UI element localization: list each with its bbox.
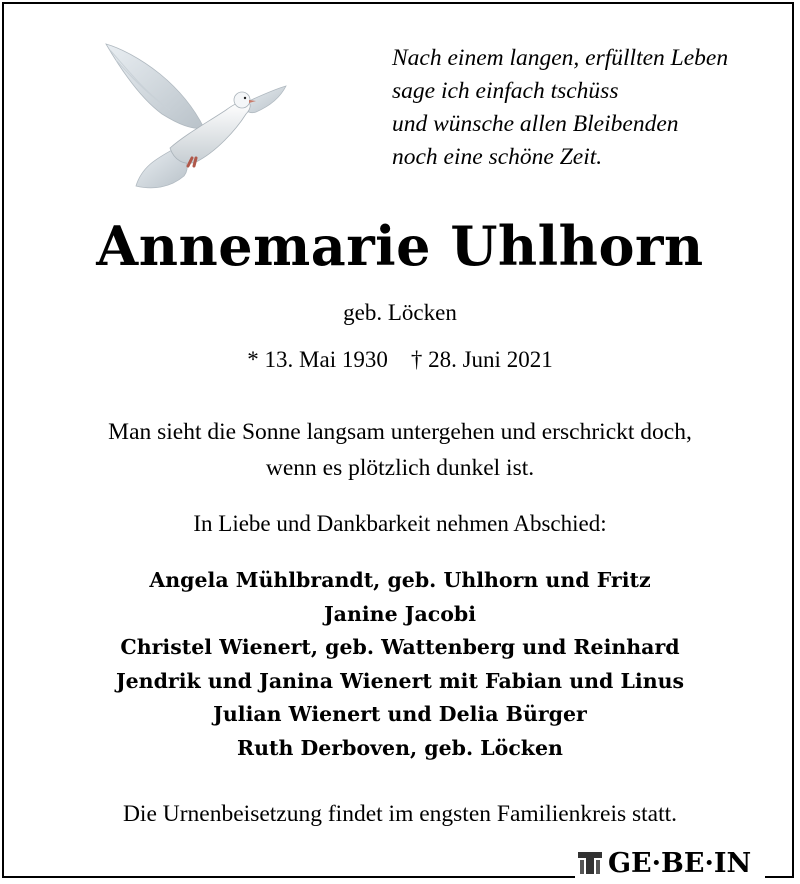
logo-text: GE·BE·IN	[608, 847, 752, 879]
mourner-line: Janine Jacobi	[323, 601, 477, 626]
quote-line: Man sieht die Sonne langsam untergehen und erschrickt doch,	[108, 419, 692, 445]
quote	[4, 414, 796, 486]
mourner-line: Julian Wienert und Delia Bürger	[213, 702, 587, 726]
mourner-line: Ruth Derboven, geb. Löcken	[237, 735, 563, 760]
mourner-line: Christel Wienert, geb. Wattenberg und Reinhard	[120, 635, 680, 659]
obituary-notice	[2, 2, 794, 878]
mourner-line: Jendrik und Janina Wienert mit Fabian und Linus	[115, 668, 685, 693]
farewell-intro: In Liebe und Dankbarkeit nehmen Abschied:	[193, 511, 607, 536]
poem-line: und wünsche allen Bleibenden	[392, 111, 679, 137]
poem-line: Nach einem langen, erfüllten Leben	[392, 45, 729, 71]
birth-date: * 13. Mai 1930	[247, 347, 388, 372]
deceased-name: Annemarie Uhlhorn	[96, 214, 704, 278]
life-dates	[4, 347, 796, 373]
death-date: † 28. Juni 2021	[410, 347, 553, 372]
mourners-list	[4, 564, 796, 765]
gebein-logo-icon	[575, 848, 605, 878]
poem-line: noch eine schöne Zeit.	[392, 144, 603, 170]
burial-note: Die Urnenbeisetzung findet im engsten Familienkreis statt.	[122, 801, 678, 827]
publisher-logo	[575, 846, 765, 880]
quote-line: wenn es plötzlich dunkel ist.	[265, 455, 535, 481]
white-dove-icon	[100, 38, 290, 196]
mourner-line: Angela Mühlbrandt, geb. Uhlhorn und Fritz	[149, 568, 651, 592]
birth-name: geb. Löcken	[343, 300, 457, 325]
poem-line: sage ich einfach tschüss	[392, 78, 619, 104]
poem	[392, 42, 792, 174]
